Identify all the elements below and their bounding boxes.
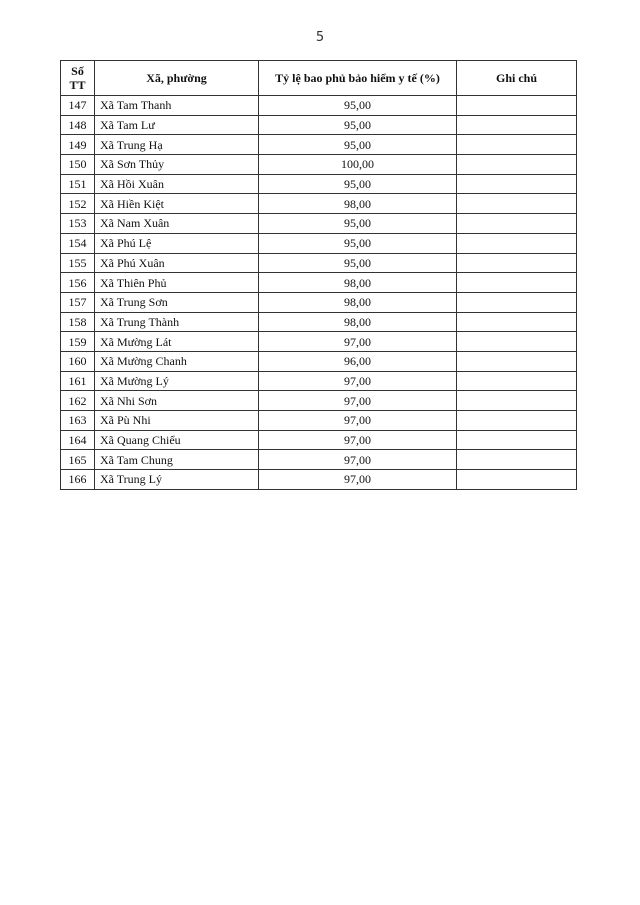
commune-name: Xã Trung Hạ [95, 135, 259, 155]
row-number: 158 [61, 312, 95, 332]
coverage-rate: 96,00 [259, 351, 457, 371]
note-cell [457, 214, 577, 234]
header-no: Số TT [61, 61, 95, 96]
table-row [61, 194, 577, 214]
table-row [61, 155, 577, 175]
row-number: 152 [61, 194, 95, 214]
row-number: 161 [61, 371, 95, 391]
coverage-rate: 97,00 [259, 332, 457, 352]
row-number: 160 [61, 351, 95, 371]
note-cell [457, 292, 577, 312]
commune-name: Xã Nam Xuân [95, 214, 259, 234]
row-number: 151 [61, 174, 95, 194]
commune-name: Xã Hồi Xuân [95, 174, 259, 194]
table-row [61, 430, 577, 450]
row-number: 154 [61, 233, 95, 253]
coverage-rate: 97,00 [259, 391, 457, 411]
coverage-rate: 98,00 [259, 273, 457, 293]
header-row [61, 61, 577, 96]
row-number: 162 [61, 391, 95, 411]
table-row [61, 470, 577, 490]
table-row [61, 391, 577, 411]
row-number: 164 [61, 430, 95, 450]
commune-name: Xã Trung Lý [95, 470, 259, 490]
coverage-rate: 100,00 [259, 155, 457, 175]
row-number: 159 [61, 332, 95, 352]
table-row [61, 233, 577, 253]
coverage-rate: 97,00 [259, 430, 457, 450]
note-cell [457, 115, 577, 135]
row-number: 166 [61, 470, 95, 490]
coverage-rate: 95,00 [259, 135, 457, 155]
note-cell [457, 430, 577, 450]
note-cell [457, 155, 577, 175]
coverage-rate: 95,00 [259, 253, 457, 273]
table-row [61, 312, 577, 332]
coverage-rate: 97,00 [259, 450, 457, 470]
note-cell [457, 233, 577, 253]
commune-name: Xã Thiên Phủ [95, 273, 259, 293]
table-header [61, 61, 577, 96]
table-row [61, 135, 577, 155]
commune-name: Xã Quang Chiểu [95, 430, 259, 450]
coverage-rate: 97,00 [259, 371, 457, 391]
row-number: 153 [61, 214, 95, 234]
commune-name: Xã Tam Thanh [95, 96, 259, 116]
table-row [61, 351, 577, 371]
table-row [61, 115, 577, 135]
coverage-rate: 98,00 [259, 292, 457, 312]
note-cell [457, 253, 577, 273]
row-number: 155 [61, 253, 95, 273]
commune-name: Xã Mường Lý [95, 371, 259, 391]
coverage-rate: 95,00 [259, 115, 457, 135]
coverage-rate: 97,00 [259, 411, 457, 431]
table-row [61, 273, 577, 293]
table-row [61, 96, 577, 116]
row-number: 165 [61, 450, 95, 470]
header-rate: Tỷ lệ bao phủ bảo hiểm y tế (%) [259, 61, 457, 96]
note-cell [457, 391, 577, 411]
coverage-rate: 95,00 [259, 174, 457, 194]
note-cell [457, 312, 577, 332]
commune-name: Xã Phú Xuân [95, 253, 259, 273]
commune-name: Xã Pù Nhi [95, 411, 259, 431]
note-cell [457, 174, 577, 194]
note-cell [457, 470, 577, 490]
row-number: 149 [61, 135, 95, 155]
note-cell [457, 96, 577, 116]
row-number: 150 [61, 155, 95, 175]
coverage-table [60, 60, 577, 490]
table-row [61, 371, 577, 391]
note-cell [457, 411, 577, 431]
note-cell [457, 332, 577, 352]
header-commune: Xã, phường [95, 61, 259, 96]
commune-name: Xã Nhi Sơn [95, 391, 259, 411]
coverage-rate: 98,00 [259, 194, 457, 214]
commune-name: Xã Hiền Kiệt [95, 194, 259, 214]
commune-name: Xã Sơn Thủy [95, 155, 259, 175]
coverage-rate: 98,00 [259, 312, 457, 332]
page-number: 5 [315, 30, 325, 45]
commune-name: Xã Tam Chung [95, 450, 259, 470]
note-cell [457, 450, 577, 470]
coverage-rate: 95,00 [259, 214, 457, 234]
note-cell [457, 194, 577, 214]
table-row [61, 214, 577, 234]
table-row [61, 411, 577, 431]
commune-name: Xã Mường Chanh [95, 351, 259, 371]
header-note: Ghi chú [457, 61, 577, 96]
coverage-rate: 95,00 [259, 96, 457, 116]
table-row [61, 292, 577, 312]
coverage-rate: 95,00 [259, 233, 457, 253]
table-row [61, 450, 577, 470]
commune-name: Xã Mường Lát [95, 332, 259, 352]
row-number: 156 [61, 273, 95, 293]
note-cell [457, 273, 577, 293]
note-cell [457, 135, 577, 155]
table-body [61, 96, 577, 490]
commune-name: Xã Tam Lư [95, 115, 259, 135]
row-number: 147 [61, 96, 95, 116]
commune-name: Xã Trung Sơn [95, 292, 259, 312]
note-cell [457, 351, 577, 371]
row-number: 157 [61, 292, 95, 312]
note-cell [457, 371, 577, 391]
row-number: 163 [61, 411, 95, 431]
table-row [61, 332, 577, 352]
commune-name: Xã Phú Lệ [95, 233, 259, 253]
table-row [61, 253, 577, 273]
coverage-rate: 97,00 [259, 470, 457, 490]
row-number: 148 [61, 115, 95, 135]
table-row [61, 174, 577, 194]
commune-name: Xã Trung Thành [95, 312, 259, 332]
